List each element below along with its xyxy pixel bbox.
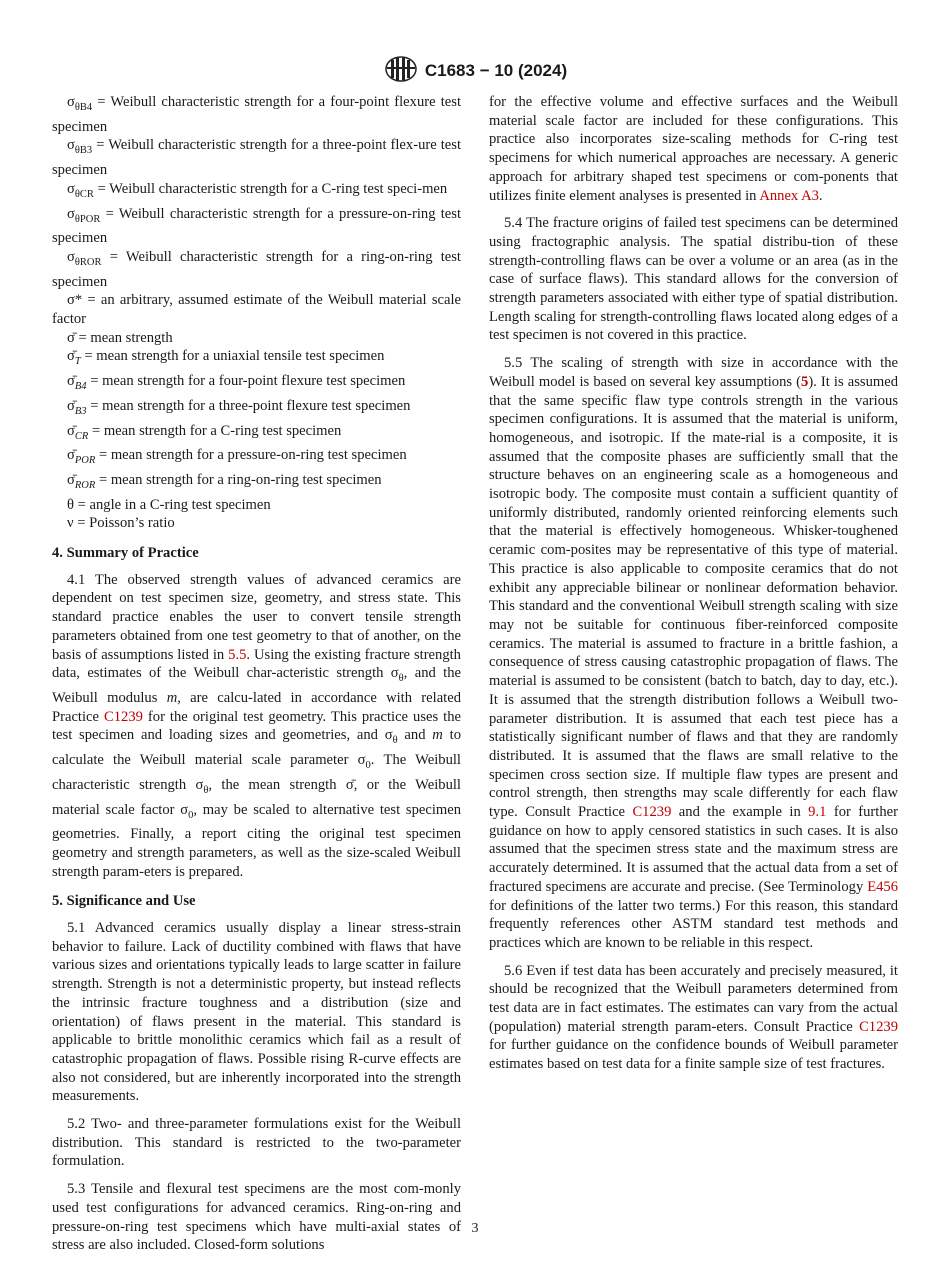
text-run: for the effective volume and effective surfaces and the Weibull material scale factor are included for these configurations. This practice also incorporates size-scaling methods for C-ring test specimens for which numerical approaches are necessary. A generic approach for arbitrary shaped test specimens or com-ponents that utilizes finite element analyses is presented in <box>489 94 898 204</box>
astm-logo-icon <box>383 56 419 82</box>
reference-link[interactable]: E456 <box>867 878 898 895</box>
subscript: T <box>74 356 81 368</box>
text-run: σ <box>67 180 75 197</box>
subscript: θCR <box>74 188 94 200</box>
text-run: σ̄ = mean strength <box>67 329 173 346</box>
text-run: 4. Summary of Practice <box>52 545 199 562</box>
text-run: σ̄ <box>67 397 75 414</box>
text-run: 5.4 The fracture origins of failed test specimens can be determined using fractographic analysis. The spatial distribu-tion of these strength-controlling flaws can be over a volume or an area (as in the case of surface flaws). This standard allows for the conversion of strength parameters associated with either type of spatial distribution. Length scaling for strength-controlling flaws located along edges of a test specimen is not covered in this practice. <box>489 215 898 344</box>
symbol-definition <box>52 471 461 496</box>
text-run: . The Weibull characteristic strength σ <box>52 752 461 793</box>
text-run: . Using the existing fracture strength data, estimates of the Weibull char-acteristic strength σ <box>52 646 461 682</box>
text-run: , the mean strength σ̄, or the Weibull material scale factor σ <box>52 776 461 818</box>
paragraph <box>489 93 898 205</box>
paragraph <box>52 919 461 1106</box>
paragraph <box>52 1115 461 1171</box>
text-run: and the example in <box>671 804 809 821</box>
subscript: θB3 <box>74 145 93 157</box>
text-run: 5.3 Tensile and flexural test specimens are the most com-monly used test configurations for advanced ceramics. Ring-on-ring and pressure-on-ring test specimens which have multi-axial states of stress are also included. Closed-form solutions <box>52 1181 461 1254</box>
reference-link[interactable]: Annex A3 <box>759 187 819 204</box>
text-run: and <box>397 727 433 744</box>
text-run: 4.1 The observed strength values of advanced ceramics are dependent on test specimen size, geometry, and stress state. This standard practice enables the user to convert tensile strength parameters obtained from one test geometry to that of another, on the basis of assumptions listed in <box>52 571 461 663</box>
text-run: σ* = an arbitrary, assumed estimate of the Weibull material scale factor <box>52 292 461 328</box>
text-run: , are calcu-lated in accordance with related Practice <box>52 689 461 725</box>
right-column <box>489 93 898 1083</box>
text-run: = Weibull characteristic strength for a pressure-on-ring test specimen <box>52 205 461 247</box>
subscript: B4 <box>74 381 87 393</box>
text-run: σ̄ <box>67 471 75 488</box>
text-run: σ̄ <box>67 422 75 439</box>
symbol-definition <box>52 180 461 205</box>
text-run: for further guidance on the confidence bounds of Weibull parameter estimates based on test data for a finite sample size of test fractures. <box>489 1037 898 1073</box>
subscript: B3 <box>74 405 87 417</box>
text-run: . <box>818 187 823 204</box>
text-run: = mean strength for a four-point flexure test specimen <box>86 373 406 390</box>
section-heading <box>52 892 461 911</box>
text-run: 5.1 Advanced ceramics usually display a linear stress-strain behavior to failure. Lack of ductility combined with flaws that have various sizes and orientations typically leads to large scatter in failure strength. Strength is not a deterministic property, but instead reflects the intrinsic fracture toughness and a distribution (size and orientation) of flaws present in the material. This standard is applicable to brittle monolithic ceramics which fail as a result of catastrophic propagation of flaws. Possible rising R-curve effects are also not considered, but are inherently incorporated into the strength measurements. <box>52 920 461 1105</box>
symbol-definition <box>52 329 461 348</box>
text-run: = mean strength for a ring-on-ring test specimen <box>95 471 382 488</box>
subscript: 0 <box>365 760 371 772</box>
symbol-definition <box>52 347 461 372</box>
text-run: for definitions of the latter two terms.) For this reason, this standard frequently references other ASTM standard test methods and practices which are known to be reliable in this respect. <box>489 897 898 951</box>
text-run: σ̄ <box>67 373 75 390</box>
symbol-definition <box>52 446 461 471</box>
text-run: θ = angle in a C-ring test specimen <box>67 496 271 513</box>
symbol-definition <box>52 422 461 447</box>
paragraph <box>489 214 898 345</box>
paragraph <box>52 571 461 882</box>
text-run: = mean strength for a uniaxial tensile test specimen <box>80 348 385 365</box>
subscript: θPOR <box>74 213 101 225</box>
paragraph <box>489 962 898 1074</box>
page-header <box>0 56 950 82</box>
text-run: to calculate the Weibull material scale parameter σ <box>52 727 461 769</box>
text-run: = mean strength for a C-ring test specimen <box>88 422 342 439</box>
text-run: = Weibull characteristic strength for a ring-on-ring test specimen <box>52 248 461 290</box>
symbol-definition <box>52 372 461 397</box>
text-run: = mean strength for a three-point flexure test specimen <box>86 397 411 414</box>
text-run: , and the Weibull modulus <box>52 665 461 706</box>
document-designation: C1683 − 10 (2024) <box>424 61 568 80</box>
text-run: 5.2 Two- and three-parameter formulations exist for the Weibull distribution. This standard is restricted to the two-parameter formulation. <box>52 1116 461 1170</box>
symbol-definition <box>52 291 461 328</box>
text-run: ν = Poisson’s ratio <box>67 515 175 532</box>
text-run: m <box>432 727 443 744</box>
text-run: for further guidance on how to apply censored statistics in such cases. It is also assumed that the specimen stress state and the maximum stress are accurately determined. It is assumed that the actual data from a set of fractured specimens are accurate and precise. (See Terminology <box>489 804 898 895</box>
text-run: = mean strength for a pressure-on-ring test specimen <box>95 447 407 464</box>
subscript: θ <box>203 784 209 796</box>
subscript: θB4 <box>74 102 93 113</box>
subscript: CR <box>74 430 89 442</box>
text-run: = Weibull characteristic strength for a three-point flex-ure test specimen <box>52 137 461 179</box>
subscript: θ <box>392 735 398 747</box>
reference-link[interactable]: C1239 <box>859 1018 898 1035</box>
subscript: POR <box>74 455 96 467</box>
symbol-definition <box>52 248 461 291</box>
subscript: θROR <box>74 256 102 268</box>
paragraph <box>52 1180 461 1255</box>
text-run: σ <box>67 205 75 222</box>
symbol-definition <box>52 205 461 248</box>
text-run: σ <box>67 137 75 154</box>
subscript: θ <box>398 673 404 685</box>
symbol-definition <box>52 93 461 136</box>
reference-link[interactable]: C1239 <box>632 804 672 821</box>
reference-link[interactable]: C1239 <box>104 708 143 725</box>
text-run: = Weibull characteristic strength for a four-point flexure test specimen <box>52 94 461 135</box>
left-column <box>52 93 461 1264</box>
text-run: 5. Significance and Use <box>52 893 196 910</box>
subscript: ROR <box>74 479 96 491</box>
reference-link[interactable]: 5.5 <box>228 646 247 663</box>
text-run: σ̄ <box>67 447 75 464</box>
text-run: m <box>166 689 178 706</box>
reference-link[interactable]: 9.1 <box>808 804 827 821</box>
symbol-definition <box>52 136 461 179</box>
subscript: 0 <box>188 809 194 821</box>
text-run: , may be scaled to alternative test specimen geometries. Finally, a report citing the original test specimen geometry and strength parameters, as well as the size-scaled Weibull strength param-eters is prepared. <box>52 801 461 880</box>
text-run: σ <box>67 248 75 265</box>
text-run: 5.5 The scaling of strength with size in accordance with the Weibull model is based on several key assumptions ( <box>489 355 898 390</box>
section-heading <box>52 544 461 563</box>
text-run: ). It is assumed that the same specific flaw type controls strength in the various specimen configurations. It is assumed that the material is uniform, homogeneous, and isotropic. If the mate-rial is a composite, it is assumed that the composite phases are sufficiently small that the structure behaves on an engineering scale as a homogeneous and isotropic body. The composite must contain a sufficient quantity of uniformly distributed, randomly oriented reinforcing elements such that the material is effectively homogeneous. Whisker-toughened ceramic com-posites may be representative of this type of material. This practice is also applicable to composite ceramics that do not exhibit any appreciable bilinear or nonlinear deformation behavior. This standard and the conventional Weibull strength scaling with size may not be suitable for continuous fiber-reinforced composite ceramics. The material is assumed to fracture in a brittle fashion, a consequence of stress causing catastrophic propagation of flaws. The material is assumed to be consistent (batch to batch, day to day, etc.). It is assumed that the strength distribution follows a Weibull two-parameter distribution. It is assumed that each test piece has a statistically significant number of flaws and that they are randomly distributed. It is assumed that the flaws are small relative to the specimen cross section size. If multiple flaw types are present and control strength, then strengths may scale differently for each flaw type. Consult Practice <box>489 373 898 821</box>
symbol-definition <box>52 496 461 515</box>
symbol-definition <box>52 514 461 533</box>
text-run: σ̄ <box>67 348 75 365</box>
symbol-definition <box>52 397 461 422</box>
text-run: σ <box>67 94 75 110</box>
text-run: for the original test geometry. This practice uses the test specimen and loading sizes and geometries, and σ <box>52 708 461 744</box>
text-run: 5.6 Even if test data has been accurately and precisely measured, it should be recognized that the Weibull parameters determined from test data are in fact estimates. The estimates can vary from the actual (population) material strength param-eters. Consult Practice <box>489 962 898 1035</box>
paragraph <box>489 354 898 953</box>
text-run: = Weibull characteristic strength for a C-ring test speci-men <box>93 180 448 197</box>
reference-link[interactable]: 5 <box>801 373 809 390</box>
page-number: 3 <box>471 1221 479 1236</box>
